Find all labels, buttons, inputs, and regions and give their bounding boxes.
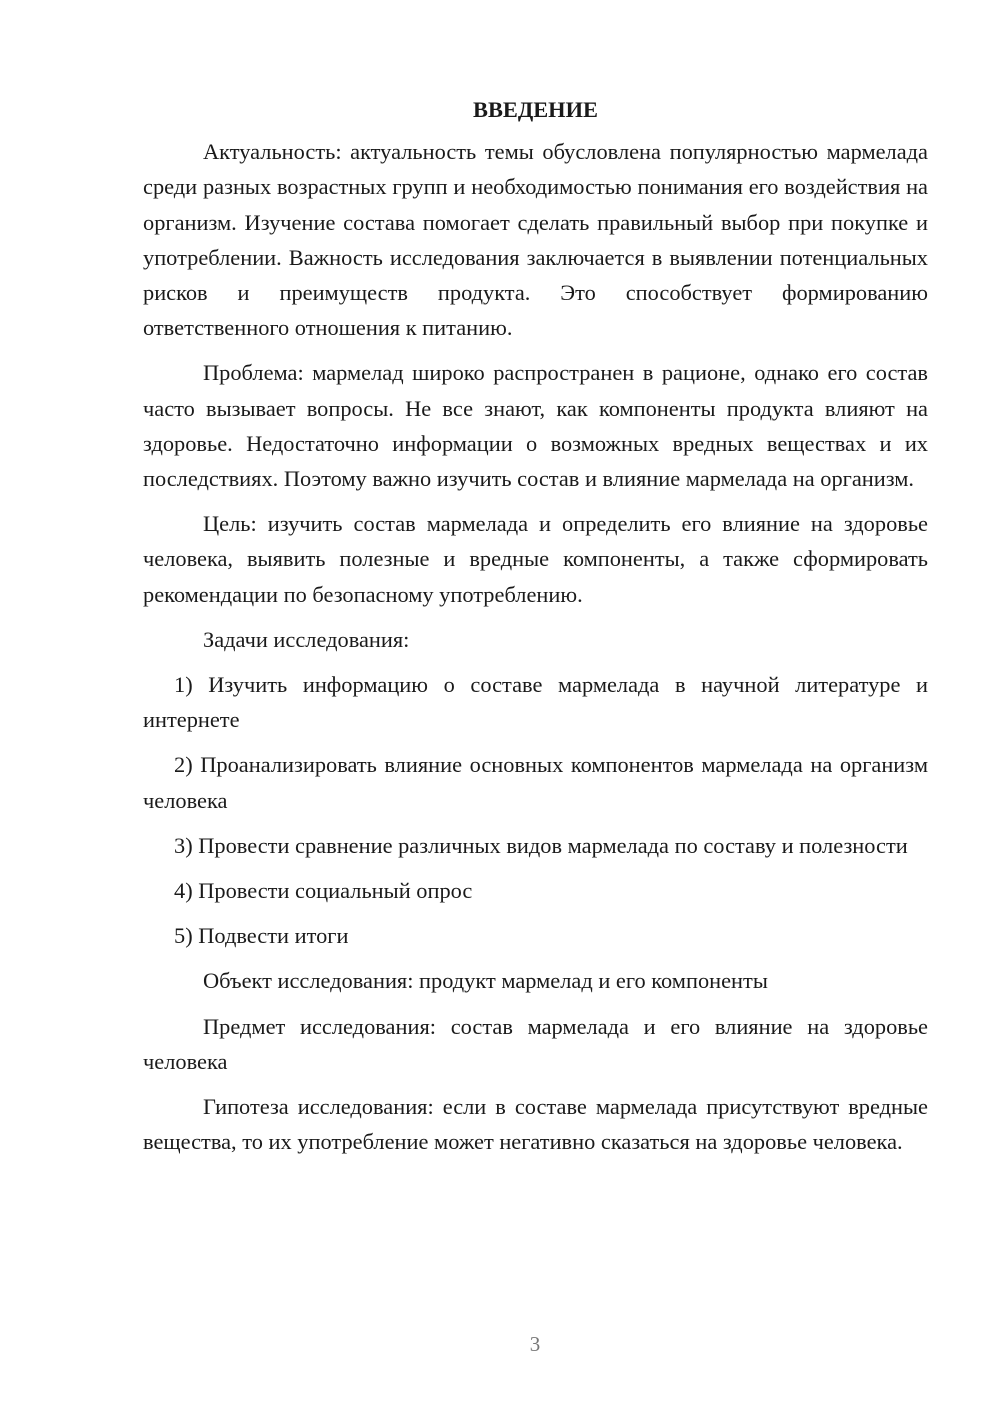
task-item-4: 4) Провести социальный опрос bbox=[174, 878, 473, 904]
task-item-5: 5) Подвести итоги bbox=[174, 923, 349, 949]
research-hypothesis: Гипотеза исследования: если в составе мармелада присутствуют вредные вещества, то их употребление может негативно сказаться на здоровье человека. bbox=[143, 1094, 928, 1155]
task-item-1: 1) Изучить информацию о составе мармелада в научной литературе и интернете bbox=[143, 672, 928, 733]
page-title: ВВЕДЕНИЕ bbox=[473, 97, 598, 122]
relevance-paragraph: Актуальность: актуальность темы обусловлена популярностью мармелада среди разных возрастных групп и необходимостью понимания его воздействия на организм. Изучение состава помогает сделать правильный выбор при покупке и употреблении. Важность исследования заключается в выявлении потенциальных рисков и преимуществ продукта. Это способствует формированию ответственного отношения к питанию. bbox=[143, 139, 928, 341]
problem-paragraph: Проблема: мармелад широко распространен в рационе, однако его состав часто вызывает вопросы. Не все знают, как компоненты продукта влияют на здоровье. Недостаточно информации о возможных вредных веществах и их последствиях. Поэтому важно изучить состав и влияние мармелада на организм. bbox=[143, 360, 928, 492]
research-object: Объект исследования: продукт мармелад и его компоненты bbox=[203, 968, 768, 994]
research-subject: Предмет исследования: состав мармелада и его влияние на здоровье человека bbox=[143, 1013, 928, 1074]
page-number: 3 bbox=[529, 1332, 541, 1356]
tasks-heading: Задачи исследования: bbox=[203, 626, 410, 652]
task-item-3: 3) Провести сравнение различных видов мармелада по составу и полезности bbox=[174, 832, 908, 858]
task-item-2: 2) Проанализировать влияние основных компонентов мармелада на организм человека bbox=[143, 752, 928, 813]
goal-paragraph: Цель: изучить состав мармелада и определить его влияние на здоровье человека, выявить полезные и вредные компоненты, а также сформировать рекомендации по безопасному употреблению. bbox=[143, 511, 928, 607]
document-page bbox=[143, 92, 928, 1169]
